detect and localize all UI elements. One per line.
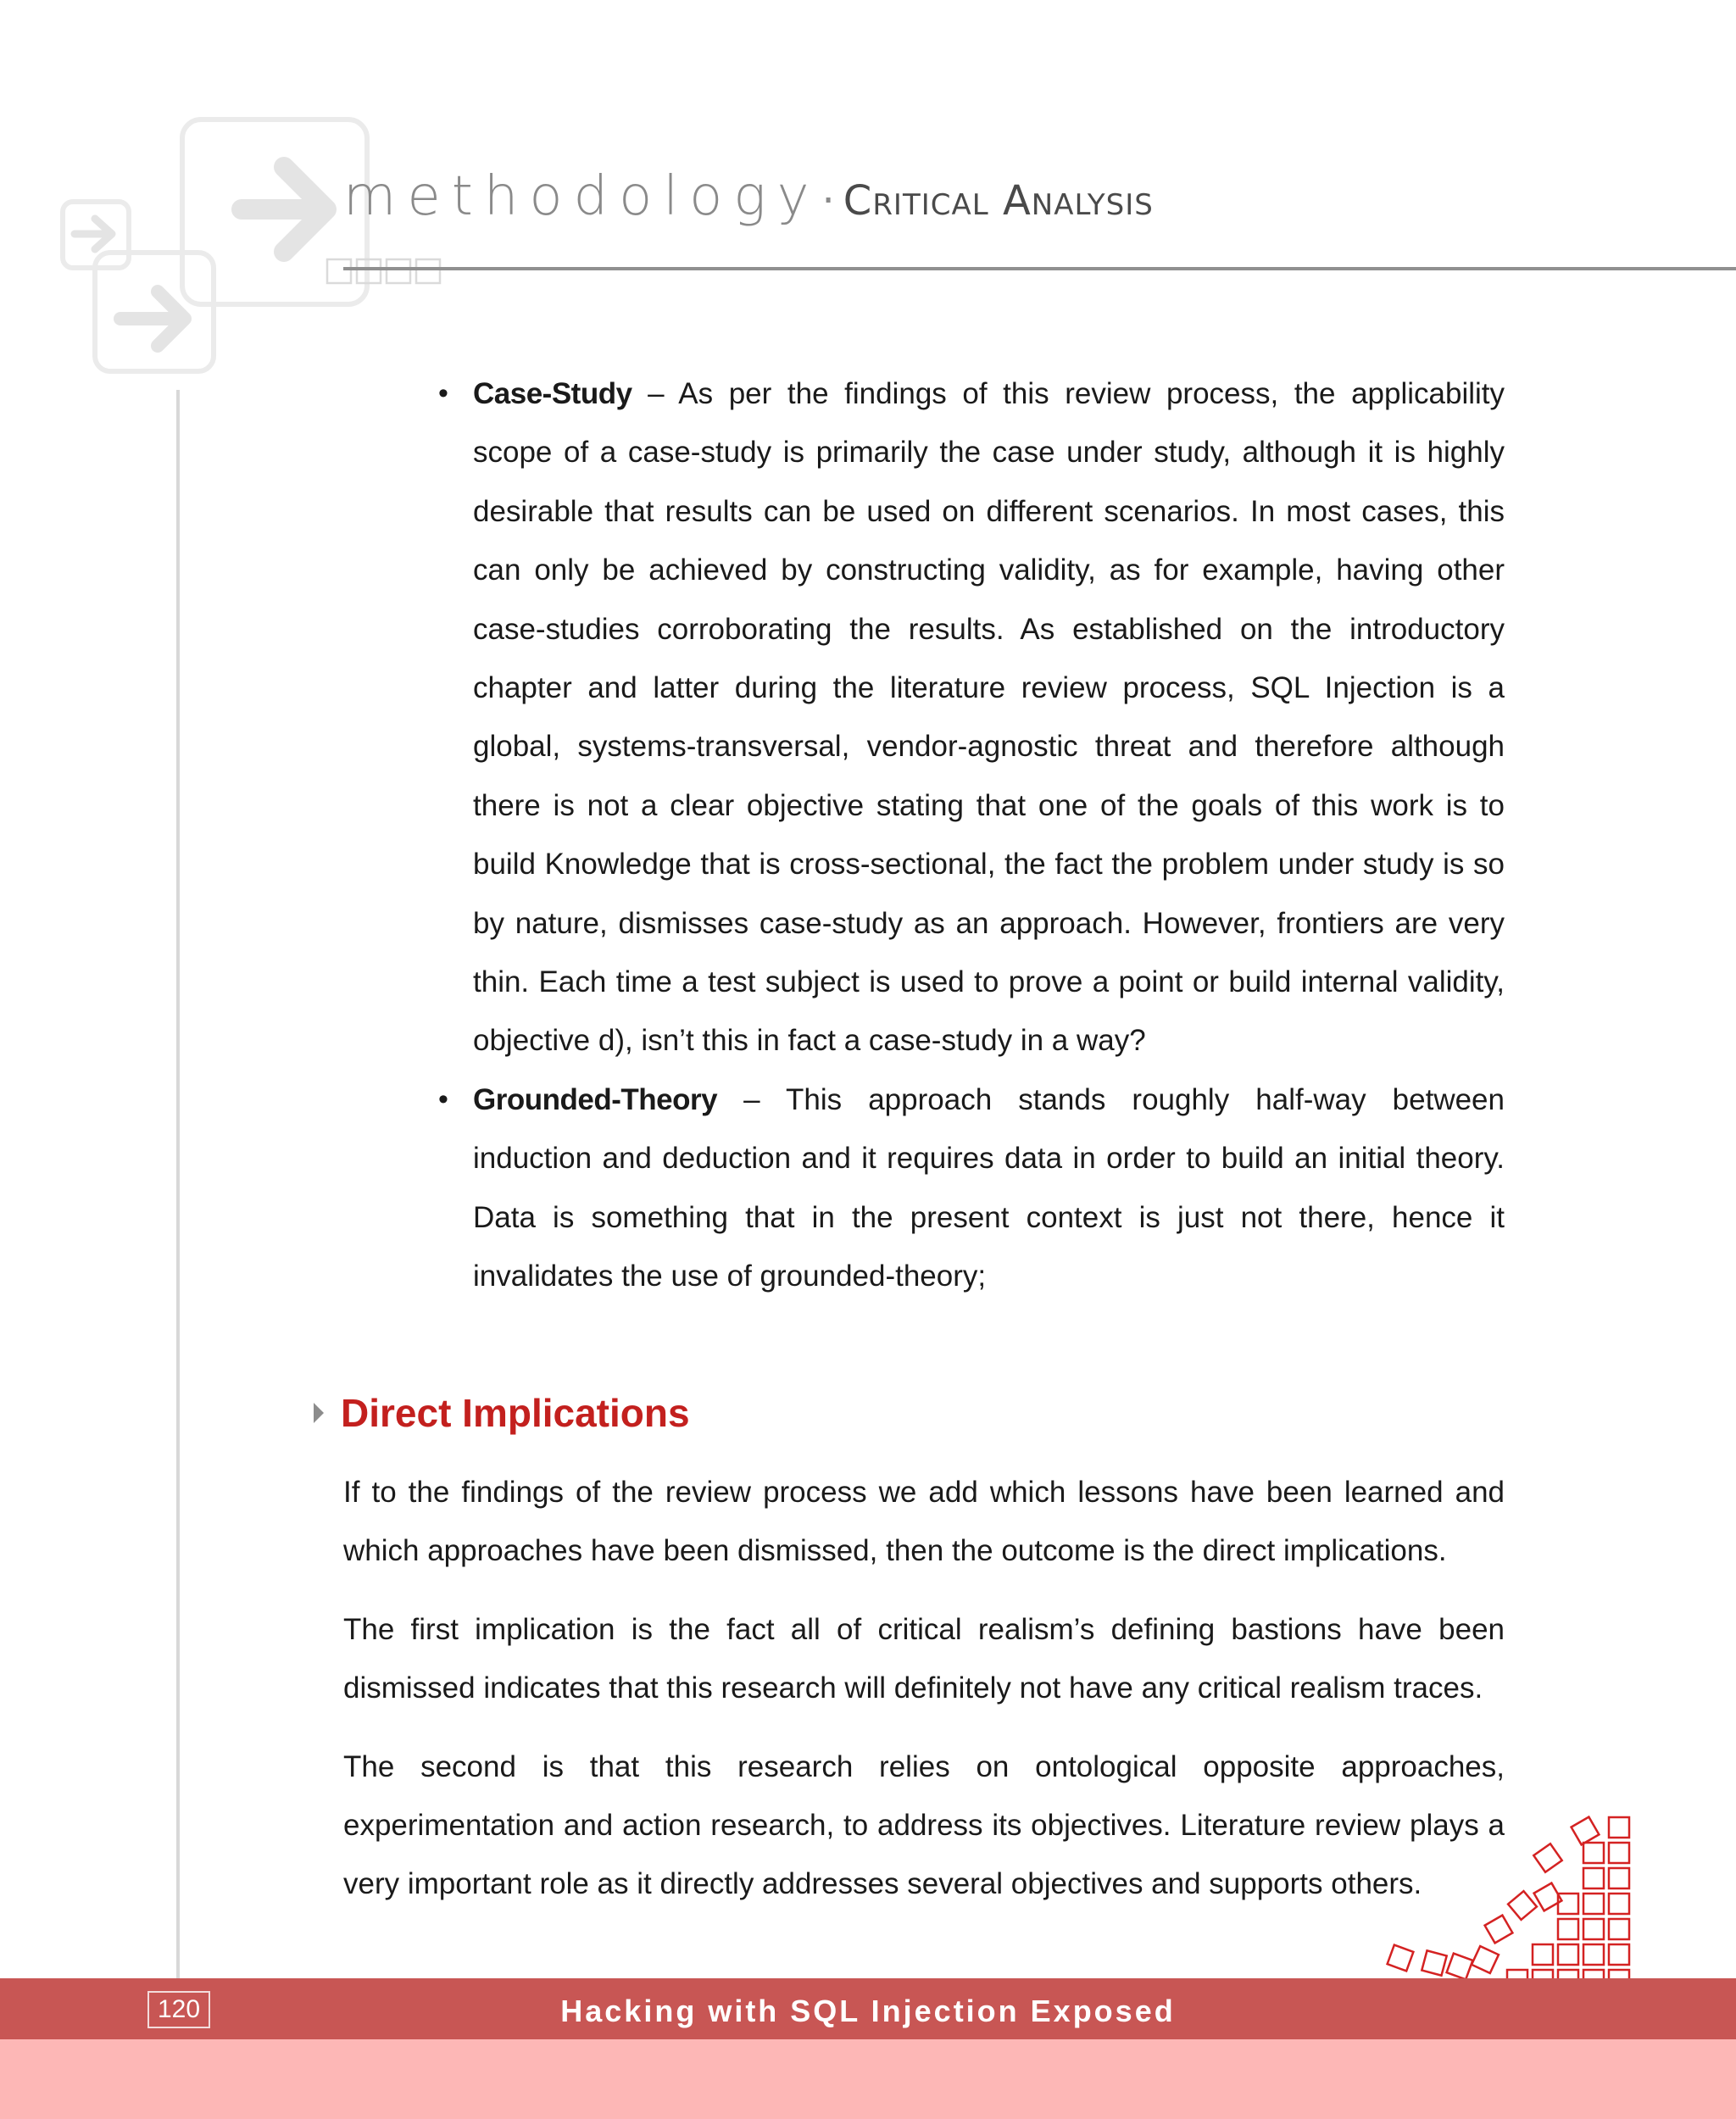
bullet-item-grounded-theory: [438, 1071, 1505, 1306]
section-heading-text: Direct Implications: [341, 1391, 690, 1435]
bullet-dot: •: [438, 1082, 448, 1115]
bullet-text: [473, 364, 1505, 1071]
bullet-term: Grounded-Theory: [473, 1082, 718, 1116]
bullet-item-case-study: [438, 364, 1505, 1071]
section-heading: [312, 1390, 690, 1436]
header-separator: ·: [821, 177, 835, 225]
paragraph: The second is that this research relies on ontological opposite approaches, experimentation and action research, to address its objectives. Literature review plays a very important role as it directly addresses several objectives and supports others.: [343, 1749, 1505, 1901]
paragraph: The first implication is the fact all of critical realism’s defining bastions have been dismissed indicates that this research will definitely not have any critical realism traces.: [343, 1612, 1505, 1705]
methodology-bullet-list: [438, 364, 1505, 1306]
header-section: Critical Analysis: [843, 177, 1154, 225]
corner-arrow-decoration: [0, 0, 390, 390]
footer-bottom-strip: [0, 2039, 1736, 2119]
header-box-ornament: [325, 257, 452, 287]
running-header: [343, 165, 1154, 228]
header-chapter: methodology: [343, 165, 821, 228]
paragraph: If to the findings of the review process we add which lessons have been learned and which approaches have been dismissed, then the outcome is the direct implications.: [343, 1476, 1505, 1568]
bullet-description: – This approach stands roughly half-way between induction and deduction and it requires data in order to build an initial theory. Data is something that in the present context is just not there, hence it invalidates the use of grounded-theory;: [473, 1082, 1505, 1293]
bullet-text: [473, 1071, 1505, 1306]
triangle-right-icon: [312, 1400, 326, 1426]
bullet-dot: •: [438, 377, 448, 409]
page-number: 120: [147, 1991, 210, 2028]
margin-rule: [176, 390, 180, 1979]
header-rule: [343, 267, 1736, 270]
bullet-description: – As per the findings of this review process, the applicability scope of a case-study is primarily the case under study, although it is highly desirable that results can be used on different scenarios. In most cases, this can only be achieved by constructing validity, as for example, having other case-studies corroborating the results. As established on the introductory chapter and latter during the literature review process, SQL Injection is a global, systems-transversal, vendor-agnostic threat and therefore although there is not a clear objective stating that one of the goals of this work is to build Knowledge that is cross-sectional, the fact the problem under study is so by nature, dismisses case-study as an approach. However, frontiers are very thin. Each time a test subject is used to prove a point or build internal validity, objective d), isn’t this in fact a case-study in a way?: [473, 377, 1505, 1058]
footer-book-title: Hacking with SQL Injection Exposed: [560, 1994, 1176, 2028]
bullet-term: Case-Study: [473, 377, 632, 410]
